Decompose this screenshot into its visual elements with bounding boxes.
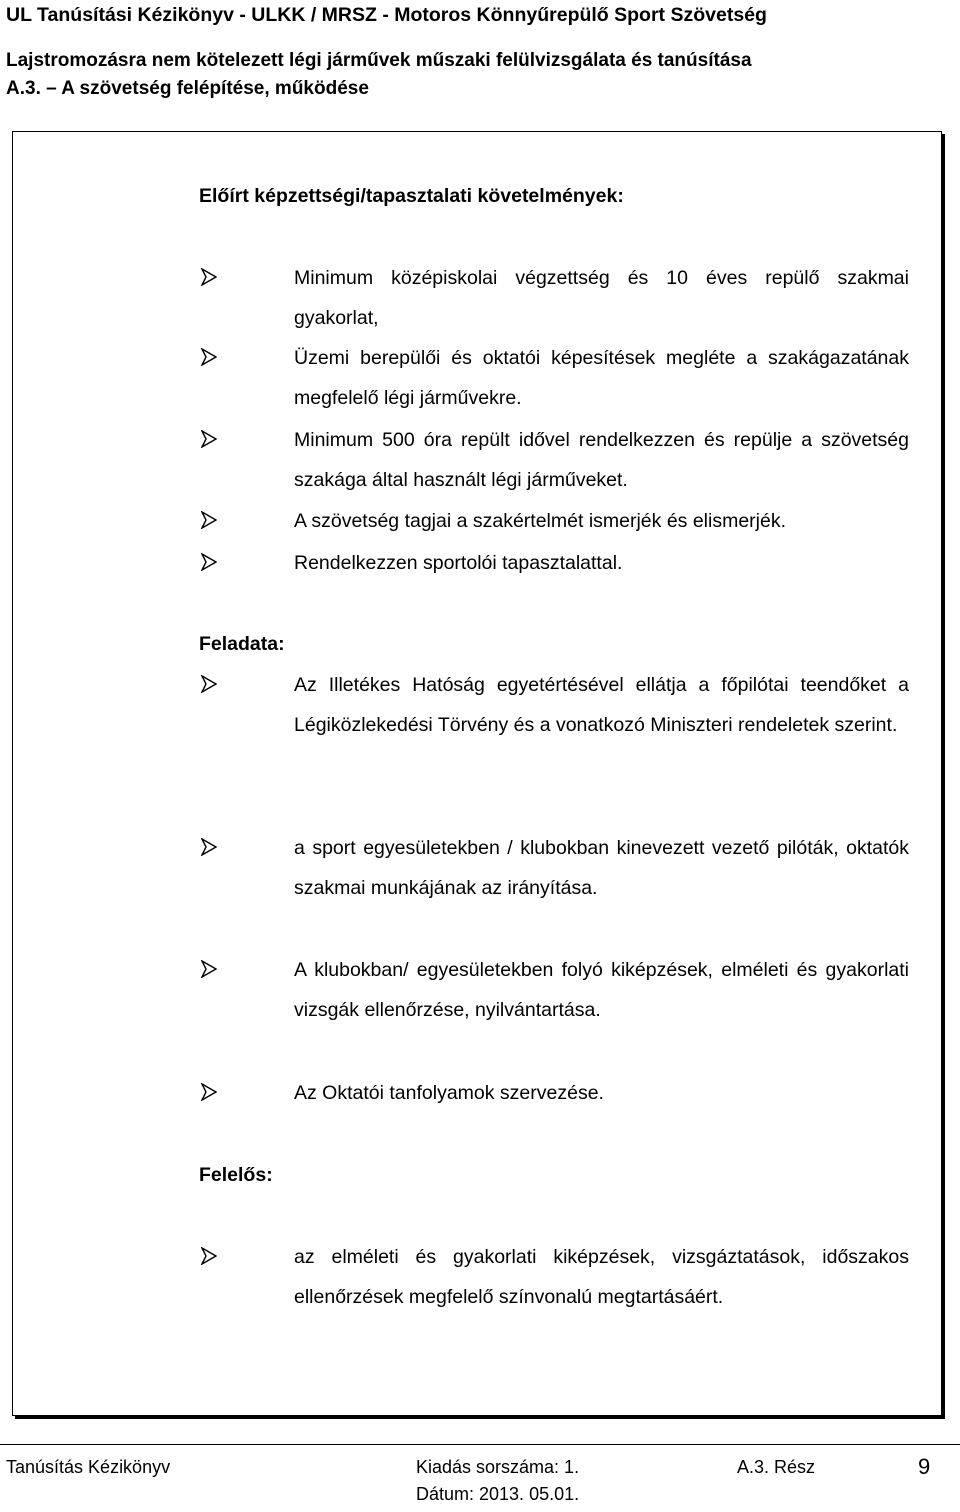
list-item: A klubokban/ egyesületekben folyó kiképzések, elméleti és gyakorlati vizsgák ellenőrzése, nyilvántartása.	[199, 950, 909, 1030]
arrowhead-bullet-icon	[199, 420, 235, 460]
list-item: a sport egyesületekben / klubokban kinevezett vezető pilóták, oktatók szakmai munkájának az irányítása.	[199, 828, 909, 908]
requirements-heading: Előírt képzettségi/tapasztalati követelmények:	[199, 185, 624, 207]
footer-date: Dátum: 2013. 05.01.	[416, 1484, 580, 1504]
header-subtitle: Lajstromozásra nem kötelezett légi járművek műszaki felülvizsgálata és tanúsítása	[6, 50, 752, 71]
arrowhead-bullet-icon	[199, 665, 235, 705]
list-item: Az Oktatói tanfolyamok szervezése.	[199, 1073, 909, 1113]
list-item: Minimum középiskolai végzettség és 10 éves repülő szakmai gyakorlat,	[199, 258, 909, 338]
arrowhead-bullet-icon	[199, 501, 235, 541]
arrowhead-bullet-icon	[199, 950, 235, 990]
footer-manual: Tanúsítás Kézikönyv	[6, 1457, 171, 1477]
list-item: Minimum 500 óra repült idővel rendelkezzen és repülje a szövetség szakága által használt légi járműveket.	[199, 420, 909, 500]
page-number: 9	[918, 1454, 931, 1479]
arrowhead-bullet-icon	[199, 543, 235, 583]
arrowhead-bullet-icon	[199, 1073, 235, 1113]
section-title: A.3. – A szövetség felépítése, működése	[6, 78, 369, 99]
arrowhead-bullet-icon	[199, 258, 235, 298]
responsible-heading: Felelős:	[199, 1164, 273, 1186]
list-item: Üzemi berepülői és oktatói képesítések megléte a szakágazatának megfelelő légi járművekre.	[199, 338, 909, 418]
footer-part: A.3. Rész	[737, 1457, 816, 1477]
footer-rule	[0, 1444, 960, 1445]
arrowhead-bullet-icon	[199, 338, 235, 378]
arrowhead-bullet-icon	[199, 1237, 235, 1277]
list-item: Rendelkezzen sportolói tapasztalattal.	[199, 543, 909, 583]
footer-edition: Kiadás sorszáma: 1.	[416, 1457, 580, 1477]
tasks-heading: Feladata:	[199, 633, 285, 655]
header-title: UL Tanúsítási Kézikönyv - ULKK / MRSZ - Motoros Könnyűrepülő Sport Szövetség	[6, 4, 767, 26]
list-item: A szövetség tagjai a szakértelmét ismerjék és elismerjék.	[199, 501, 909, 541]
list-item: az elméleti és gyakorlati kiképzések, vizsgáztatások, időszakos ellenőrzések megfelelő színvonalú megtartásáért.	[199, 1237, 909, 1317]
arrowhead-bullet-icon	[199, 828, 235, 868]
list-item: Az Illetékes Hatóság egyetértésével ellátja a főpilótai teendőket a Légiközlekedési Törvény és a vonatkozó Miniszteri rendeletek szerint.	[199, 665, 909, 745]
